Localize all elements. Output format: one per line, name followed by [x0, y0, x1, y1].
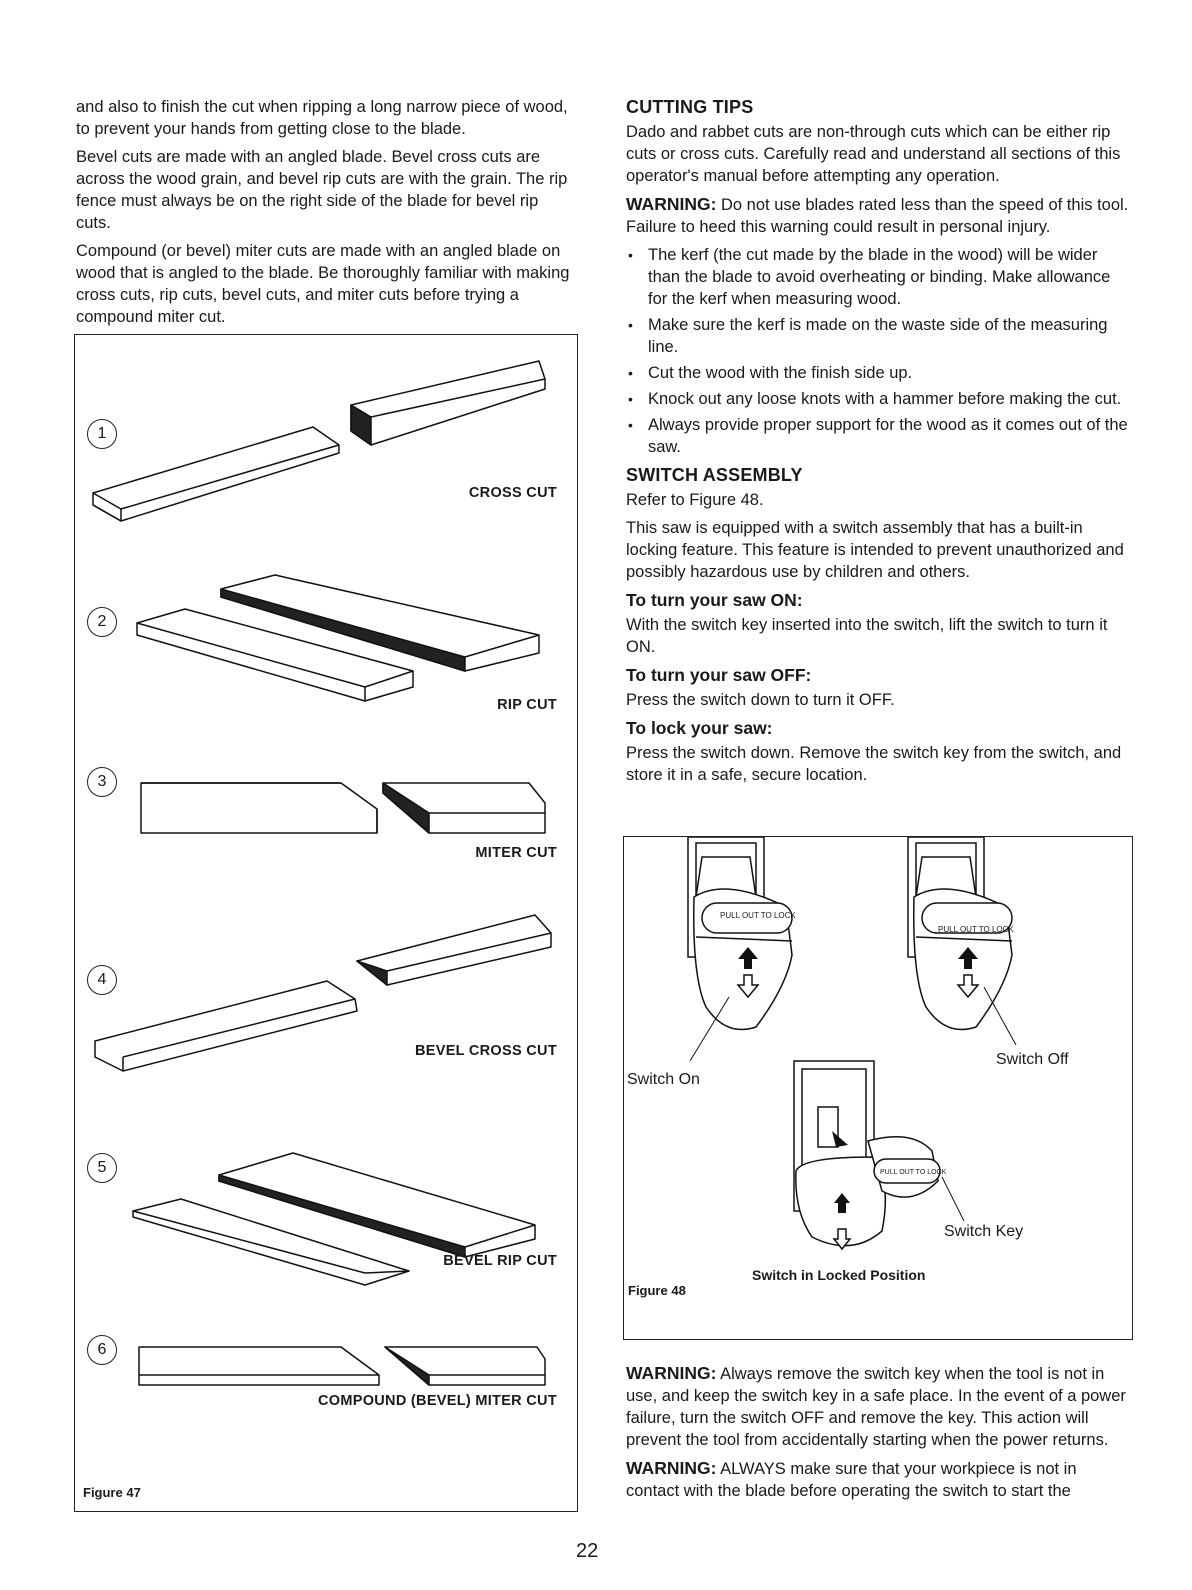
locked-position-label: Switch in Locked Position	[752, 1267, 926, 1283]
figure-47-drawing	[75, 335, 579, 1513]
warning-text: Do not use blades rated less than the speed of this tool. Failure to heed this warning could result in personal injury.	[626, 196, 1129, 236]
switch-assembly-intro: This saw is equipped with a switch assembly that has a built-in locking feature. This feature is intended to prevent unauthorized and possibly hazardous use by children and others.	[626, 519, 1124, 581]
compound-miter-cut-drawing	[139, 1347, 545, 1385]
switch-locked-drawing	[794, 1061, 940, 1249]
key-label-locked: PULL OUT TO LOCK	[880, 1169, 947, 1176]
warning-text: ALWAYS make sure that your workpiece is not in contact with the blade before operating the switch to start the	[626, 1460, 1077, 1500]
cutting-tips-heading: CUTTING TIPS	[626, 97, 754, 117]
workpiece-warning	[626, 1457, 1132, 1502]
cutting-tips-intro: Dado and rabbet cuts are non-through cuts which can be either rip cuts or cross cuts. Carefully read and understand all sections of this operator's manual before attempting any operation.	[626, 123, 1121, 185]
bottom-warnings	[626, 1362, 1132, 1508]
figure-48	[623, 836, 1133, 1340]
label-rip-cut: RIP CUT	[497, 697, 557, 713]
figure-48-caption: Figure 48	[628, 1283, 686, 1298]
figure-47	[74, 334, 578, 1512]
figure-48-drawing	[624, 837, 1134, 1341]
switch-key-label: Switch Key	[944, 1223, 1024, 1240]
warning-label: WARNING:	[626, 194, 717, 214]
right-column	[626, 96, 1132, 792]
switch-key-warning	[626, 1362, 1132, 1451]
warning-label: WARNING:	[626, 1363, 717, 1383]
item-number-4: 4	[87, 965, 117, 995]
left-column	[76, 96, 570, 334]
switch-on-label: Switch On	[627, 1071, 700, 1088]
blade-speed-warning	[626, 193, 1132, 238]
list-item: • Knock out any loose knots with a hammer before making the cut.	[626, 388, 1132, 410]
lock-heading: To lock your saw:	[626, 718, 773, 738]
switch-off-label: Switch Off	[996, 1051, 1069, 1068]
item-number-6: 6	[87, 1335, 117, 1365]
warning-text: Always remove the switch key when the tool is not in use, and keep the switch key in a safe place. In the event of a power failure, turn the switch OFF and remove the key. This action will prevent the tool from accidentally starting when the power returns.	[626, 1365, 1126, 1449]
list-item: • Make sure the kerf is made on the waste side of the measuring line.	[626, 314, 1132, 358]
switch-assembly-heading: SWITCH ASSEMBLY	[626, 465, 803, 485]
label-compound-miter-cut: COMPOUND (BEVEL) MITER CUT	[318, 1393, 557, 1409]
refer-figure-48: Refer to Figure 48.	[626, 491, 764, 509]
rip-cut-drawing	[137, 575, 539, 701]
paragraph-compound-miter: Compound (or bevel) miter cuts are made with an angled blade on wood that is angled to the blade. Be thoroughly familiar with making cross cuts, rip cuts, bevel cuts, and miter cuts before trying a compound miter cut.	[76, 242, 570, 326]
turn-off-text: Press the switch down to turn it OFF.	[626, 691, 895, 709]
paragraph-bevel-cuts: Bevel cuts are made with an angled blade. Bevel cross cuts are across the wood grain, and bevel rip cuts are with the grain. The rip fence must always be on the right side of the blade for bevel rip cuts.	[76, 148, 568, 232]
item-number-3: 3	[87, 767, 117, 797]
label-bevel-rip-cut: BEVEL RIP CUT	[443, 1253, 557, 1269]
label-bevel-cross-cut: BEVEL CROSS CUT	[414, 1043, 557, 1059]
page-number: 22	[576, 1540, 599, 1562]
miter-cut-drawing	[141, 783, 545, 833]
turn-on-heading: To turn your saw ON:	[626, 590, 803, 610]
cutting-tips-list	[626, 244, 1132, 458]
label-miter-cut: MITER CUT	[475, 845, 557, 861]
key-label-on: PULL OUT TO LOCK	[720, 911, 796, 920]
key-label-off: PULL OUT TO LOCK	[938, 925, 1014, 934]
paragraph-finish-cut: and also to finish the cut when ripping a long narrow piece of wood, to prevent your hands from getting close to the blade.	[76, 98, 568, 138]
item-number-2: 2	[87, 607, 117, 637]
figure-47-caption: Figure 47	[83, 1485, 141, 1500]
list-item: • The kerf (the cut made by the blade in the wood) will be wider than the blade to avoid overheating or binding. Make allowance for the kerf when measuring wood.	[626, 244, 1132, 310]
label-cross-cut: CROSS CUT	[468, 485, 557, 501]
warning-label: WARNING:	[626, 1458, 717, 1478]
list-item: • Cut the wood with the finish side up.	[626, 362, 1132, 384]
item-number-5: 5	[87, 1153, 117, 1183]
turn-off-heading: To turn your saw OFF:	[626, 665, 812, 685]
switch-on-drawing	[688, 837, 792, 1030]
lock-text: Press the switch down. Remove the switch key from the switch, and store it in a safe, secure location.	[626, 744, 1122, 784]
turn-on-text: With the switch key inserted into the switch, lift the switch to turn it ON.	[626, 616, 1108, 656]
list-item: • Always provide proper support for the wood as it comes out of the saw.	[626, 414, 1132, 458]
item-number-1: 1	[87, 419, 117, 449]
